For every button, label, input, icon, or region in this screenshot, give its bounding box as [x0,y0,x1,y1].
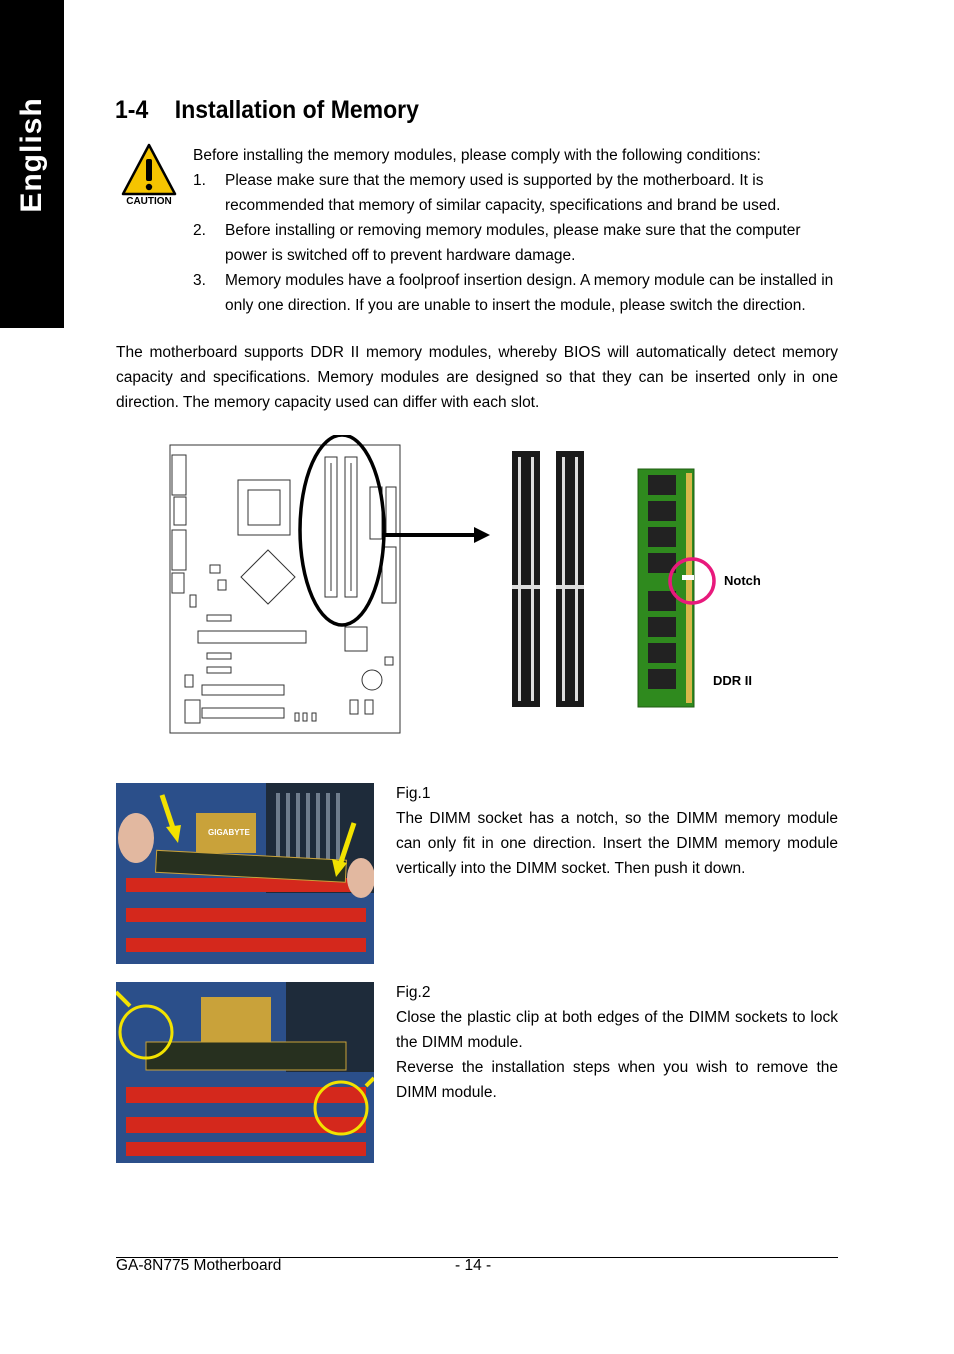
fig2-photo [116,982,374,1163]
language-label: English [15,97,48,213]
condition-number: 3. [193,272,206,289]
footer-page-number: - 14 - [455,1257,492,1274]
section-title [115,96,419,125]
memory-diagram [160,435,800,740]
section-number: 1-4 [115,96,149,124]
dimm-highlight-ellipse [300,435,384,625]
condition-number: 2. [193,222,206,239]
condition-text: Memory modules have a foolproof insertion design. A memory module can be installed in only one direction. If you are unable to insert the module, please switch the direction. [225,272,834,314]
condition-text: Please make sure that the memory used is supported by the motherboard. It is recommended that memory of similar capacity, specifications and brand be used. [225,172,781,214]
fig2-text-reverse: Reverse the installation steps when you wish to remove the DIMM module. [396,1059,838,1101]
fig1-photo [116,783,374,964]
fig2-text: Close the plastic clip at both edges of the DIMM sockets to lock the DIMM module. [396,1009,838,1051]
fig2-title: Fig.2 [396,984,431,1001]
caution-label: CAUTION [126,196,172,207]
body-paragraph: The motherboard supports DDR II memory modules, whereby BIOS will automatically detect memory capacity and specifications. Memory modules are designed so that they can be inserted only in one direction. The memory capacity used can differ with each slot. [116,344,838,411]
condition-text: Before installing or removing memory modules, please make sure that the computer power is switched off to prevent hardware damage. [225,222,801,264]
arrow-icon [382,527,490,543]
fig1-text: The DIMM socket has a notch, so the DIMM memory module can only fit in one direction. Insert the DIMM memory module vertically into the DIMM socket. Then push it down. [396,810,838,877]
ddr2-module [638,469,694,707]
condition-number: 1. [193,172,206,189]
dimm-slots-large [512,451,584,707]
section-title-text: Installation of Memory [174,96,419,124]
motherboard-outline [170,445,400,733]
notch-label: Notch [724,573,761,588]
conditions-intro: Before installing the memory modules, please comply with the following conditions: [193,147,761,164]
photo-brand: GIGABYTE [208,828,250,837]
module-label: DDR II [713,673,752,688]
footer-product: GA-8N775 Motherboard [116,1257,282,1274]
language-tab [0,0,64,328]
dimm-slots-small [325,457,357,597]
fig1-title: Fig.1 [396,785,431,802]
